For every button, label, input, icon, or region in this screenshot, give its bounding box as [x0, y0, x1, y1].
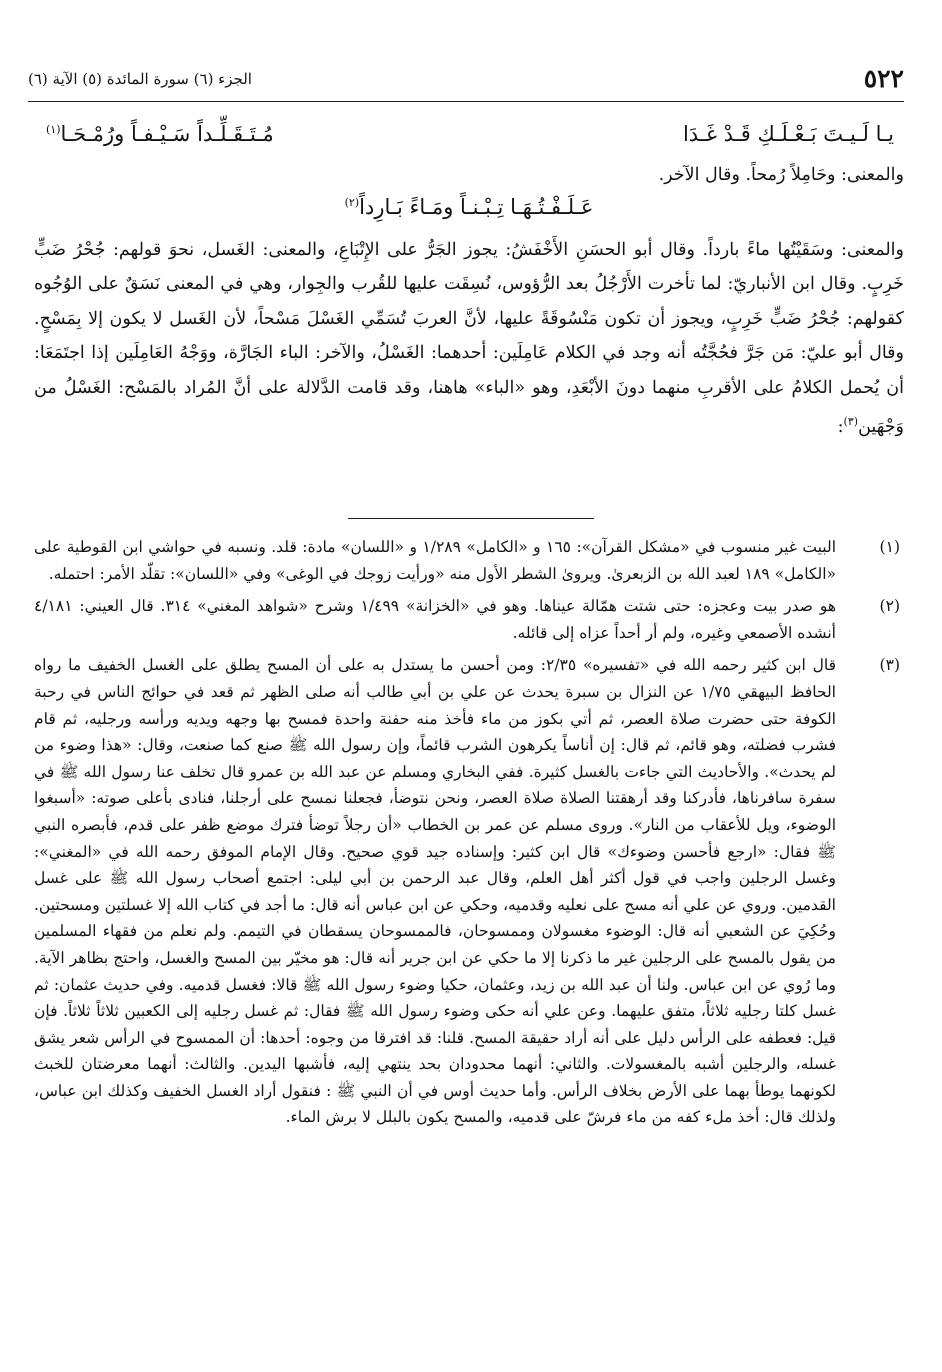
poetry-verse-1 — [34, 118, 904, 158]
footnotes — [34, 534, 904, 1137]
footnote-2 — [34, 593, 904, 646]
footnote-3 — [34, 652, 904, 1131]
footnote-text: هو صدر بيت وعجزه: حتى شتت همّالة عيناها. وهو في «الخزانة» ١/٤٩٩ وشرح «شواهد المغني» ٣١٤. قال العيني: ٤/١٨١ أنشده الأصمعي وغيره، ولم أر أحداً عزاه إلى قائله. — [34, 597, 836, 642]
verse-second-hemistich: مُـتَـقَـلِّـداً سَـيْـفـاً ورُمْـحَـا$^{(١)}$ — [46, 122, 274, 146]
footnote-ref-3: (٣) — [843, 415, 859, 428]
footnote-number: (٢) — [879, 597, 900, 616]
footnote-separator — [348, 518, 594, 519]
page-header — [28, 66, 904, 100]
verse-first-hemistich: يـا لَـيـتَ بَـعْـلَـكِ قَـدْ غَـدَا — [682, 122, 894, 146]
page-number: ٥٢٢ — [863, 64, 904, 93]
footnote-text: قال ابن كثير رحمه الله في «تفسيره» ٢/٣٥: ومن أحسن ما يستدل به على أن المسح يطلق على الغسل الخفيف ما رواه الحافظ البيهقي ١/٧٥ عن النزال بن سبرة يحدث عن علي بن أبي طالب أنه صلى الظهر ثم قعد في حوائج الناس في رحبة الكوفة حتى حضرت صلاة العصر، ثم أتي بكوز من ماء فأخذ منه حفنة واحدة فمسح بها وجهه ويديه ورأسه ورجليه، ثم قام فشرب فضلته، وهو قائم، ثم قال: إن أناساً يكرهون الشرب قائماً، وإن رسول الله ﷺ صنع كما صنعت، وقال: «هذا وضوء من لم يحدث». والأحاديث التي جاءت بالغسل كثيرة. ففي البخاري ومسلم عن عبد الله بن عمرو قال تخلف عنا رسول الله ﷺ في سفرة سافرناها، فأدركنا وقد أرهقتنا الصلاة صلاة العصر، ونحن نتوضأ، فجعلنا نمسح على أرجلنا، فنادى بأعلى صوته: «أسبغوا الوضوء، ويل للأعقاب من النار». وروى مسلم عن عمر بن الخطاب «أن رجلاً توضأ فترك موضع ظفر على قدم، فأبصره النبي ﷺ فقال: «ارجع فأحسن وضوءك» قال ابن كثير: وإسناده جيد قوي صحيح. وقال الإمام الموفق رحمه الله في «المغني»: وغسل الرجلين واجب في قول أكثر أهل العلم، وقال عبد الرحمن بن أبي ليلى: اجتمع أصحاب رسول الله ﷺ على غسل القدمين. وروي عن علي أنه مسح على نعليه وقدميه، وحكي عن ابن عباس أنه قال: ما أجد في كتاب الله إلا غسلتين ومسحتين. وحُكِيَ عن الشعبي أنه قال: الوضوء مغسولان وممسوحان، فالممسوحان يسقطان في التيمم. ولم نعلم من فقهاء المسلمين من يقول بالمسح على الرجلين غير ما ذكرنا إلا ما حكي عن ابن جرير أنه قال: هو مخيّر بين المسح والغسل، واحتج بظاهر الآية. وما رُوي عن ابن عباس. ولنا أن عبد الله بن زيد، وعثمان، حكيا وضوء رسول الله ﷺ قالا: فغسل قدميه. وفي حديث عثمان: ثم غسل كلتا رجليه ثلاثاً، متفق عليهما. وعن علي أنه حكى وضوء رسول الله ﷺ فقال: ثم غسل رجليه إلى الكعبين ثلاثاً ثلاثاً. فإن قيل: فعطفه على الرأس دليل على أنه أراد حقيقة المسح. قلنا: قد افترقا من وجوه: أحدها: أن الممسوح في الرأس شعر يشق غسله، والرجلين أشبه بالمغسولات. والثاني: أنهما محدودان بحد ينتهي إليه، فأشبها اليدين. والثالث: أنهما معرضتان للخبث لكونهما يوطأ بهما على الأرض بخلاف الرأس. وأما حديث أوس في أن النبي ﷺ : فنقول أراد الغسل الخفيف وكذلك ابن عباس، ولذلك قال: أخذ ملء كفه من ماء فرشّ على قدميه، والمسح يكون بالبلل لا برش الماء. — [34, 656, 836, 1127]
main-text — [34, 118, 904, 444]
verse-line: عَـلَـفْـتُـهَـا تِـبْـنـاً ومَـاءً بَـارِداً$^{(٢)}$ — [344, 194, 594, 219]
footnote-number: (١) — [879, 538, 900, 556]
running-title: الجزء (٦) سورة المائدة (٥) الآية (٦) — [28, 70, 252, 88]
footnote-ref-1: (١) — [46, 123, 61, 136]
footnote-1 — [34, 534, 904, 587]
header-rule — [28, 101, 904, 102]
explanation-line: والمعنى: وحَامِلاً رُمحاً. وقال الآخر. — [658, 165, 904, 185]
poetry-verse-2 — [34, 193, 904, 233]
footnote-text: البيت غير منسوب في «مشكل القرآن»: ١٦٥ و «الكامل» ١/٢٨٩ و «اللسان» مادة: قلد. ونسبه في حواشي ابن القوطية على «الكامل» ١٨٩ لعبد الله بن الزبعرىٰ. ويروىٰ الشطر الأول منه «ورأيت زوجك في الوغى» وفي «اللسان»: تقلّد الأمر: احتمله. — [34, 538, 836, 583]
footnote-ref-2: (٢) — [344, 195, 360, 209]
main-paragraph: والمعنى: وسَقَيْتُها ماءً بارداً. وقال أبو الحسَنِ الأَخْفَشُ: يجوز الجَرُّ على الإِتْبَاعِ، والمعنى: الغَسل، نحوَ قولهم: جُحْرُ ضَبٍّ خَرِبٍ. وقال ابن الأنباريّ: لما تأخرت الأَرْجُلُ بعد الرُّؤوس، نُسِقَت عليها للقُرب والجِوار، وهي في المعنى نَسَقٌ على الوُجُوه كقولهم: جُحْرُ ضَبٍّ خَرِبٍ، ويجوز أن تكون مَنْسُوقَةً عليها، لأنَّ العربَ تُسَمِّي الغَسْلَ مَسْحاً، لأن الغَسل لا يكون إلا بِمَسْحٍ. وقال أبو عليّ: مَن جَرَّ فحُجَّتُه أنه وجد في الكلام عَامِلَين: أحدهما: الغَسْلُ، والآخر: الباء الجَارَّة، ووَجْهُ العَامِلَين إذا اجتَمَعَا: أن يُحمل الكلامُ على الأقربِ منهما دونَ الأبْعَدِ، وهو «الباء» هاهنا، وقد قامت الدَّلالة على أنَّ المُراد بالمَسْح: الغَسْلُ من وَجْهَين$^{(٣)}$: — [34, 239, 904, 437]
footnote-number: (٣) — [879, 656, 900, 675]
